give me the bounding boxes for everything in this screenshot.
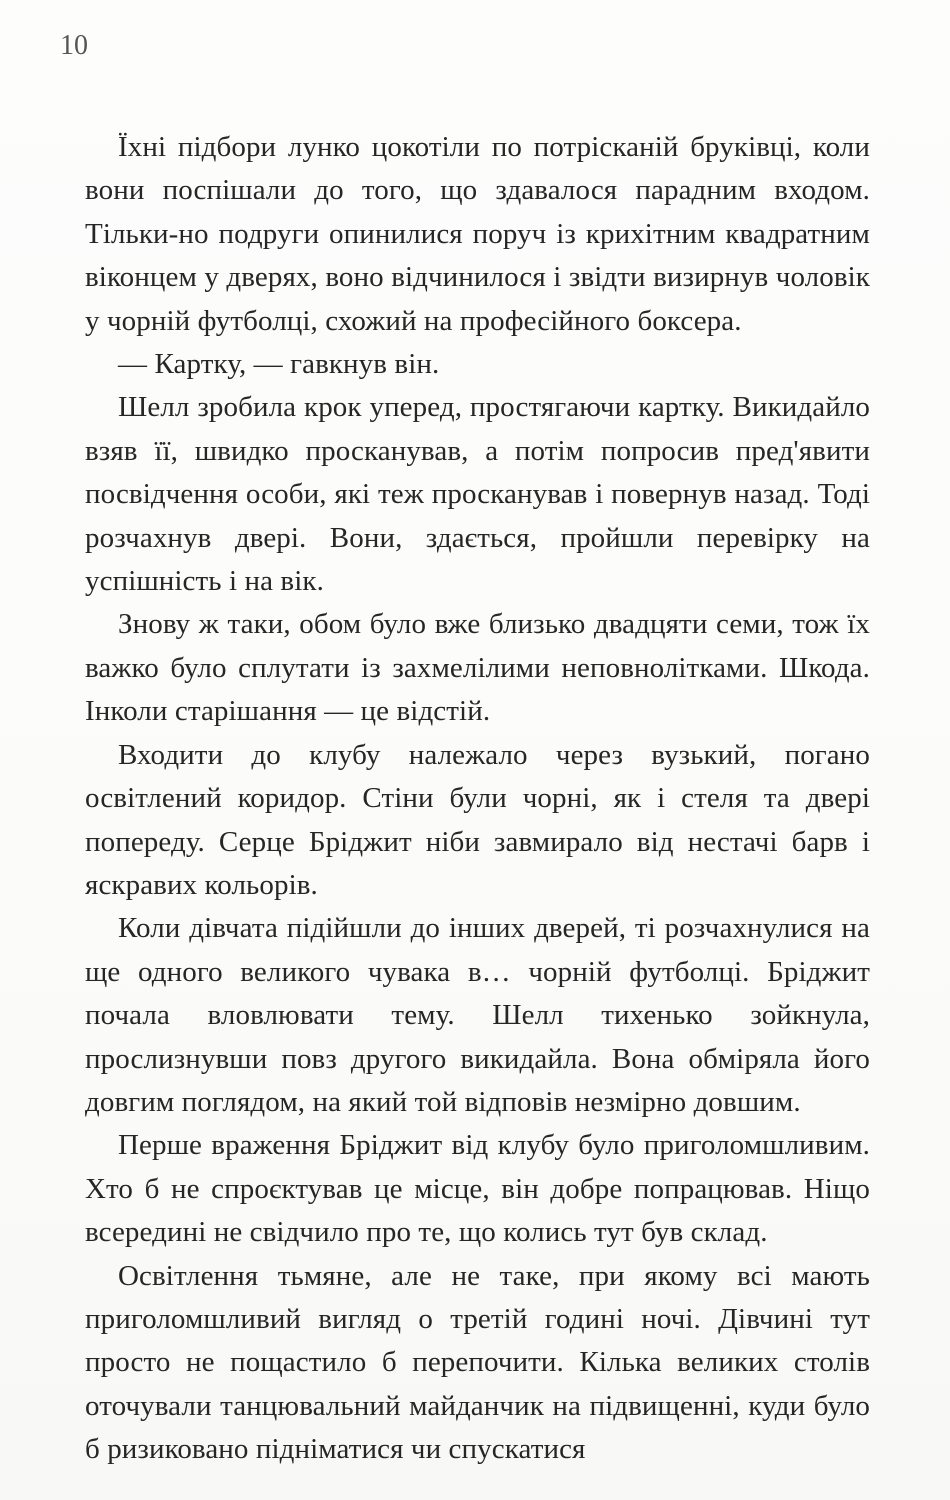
paragraph: — Картку, — гавкнув він. xyxy=(118,348,440,381)
paragraph: Входити до клубу належало через вузький, погано освітлений коридор. Стіни були чорні, як і стеля та двері попереду. Серце Бріджит ніби завмирало від нестачі барв і яскравих кольорів. xyxy=(85,738,870,901)
paragraph: Шелл зробила крок уперед, простягаючи картку. Викидайло взяв її, швидко просканував, а потім попросив пред'явити посвідчення особи, які теж просканував і повернув назад. Тоді розчахнув двері. Вони, здається, пройшли перевірку на успішність і на вік. xyxy=(85,391,870,598)
paragraph: Освітлення тьмяне, але не таке, при якому всі мають приголомшливий вигляд о третій годині ночі. Дівчині тут просто не пощастило б перепочити. Кілька великих столів оточували танцювальний майданчик на підвищенні, куди було б ризиковано підніматися чи спускатися xyxy=(85,1259,870,1466)
page-number: 10 xyxy=(60,30,88,61)
paragraph: Перше враження Бріджит від клубу було приголомшливим. Хто б не спроєктував це місце, він добре попрацював. Ніщо всередині не свідчило про те, що колись тут був склад. xyxy=(85,1129,870,1249)
paragraph: Їхні підбори лунко цокотіли по потрісканій бруківці, коли вони поспішали до того, що здавалося парадним входом. Тільки-но подруги опинилися поруч із крихітним квадратним віконцем у дверях, воно відчинилося і звідти визирнув чоловік у чорній футболці, схожий на професійного боксера. xyxy=(85,131,870,337)
page-text xyxy=(85,126,870,1472)
paragraph: Знову ж таки, обом було вже близько двадцяти семи, тож їх важко було сплутати із захмелілими неповнолітками. Шкода. Інколи старішання — це відстій. xyxy=(85,608,870,728)
paragraph: Коли дівчата підійшли до інших дверей, ті розчахнулися на ще одного великого чувака в… чорній футболці. Бріджит почала вловлювати тему. Шелл тихенько зойкнула, прослизнувши повз другого викидайла. Вона обміряла його довгим поглядом, на який той відповів незмірно довшим. xyxy=(85,912,870,1118)
